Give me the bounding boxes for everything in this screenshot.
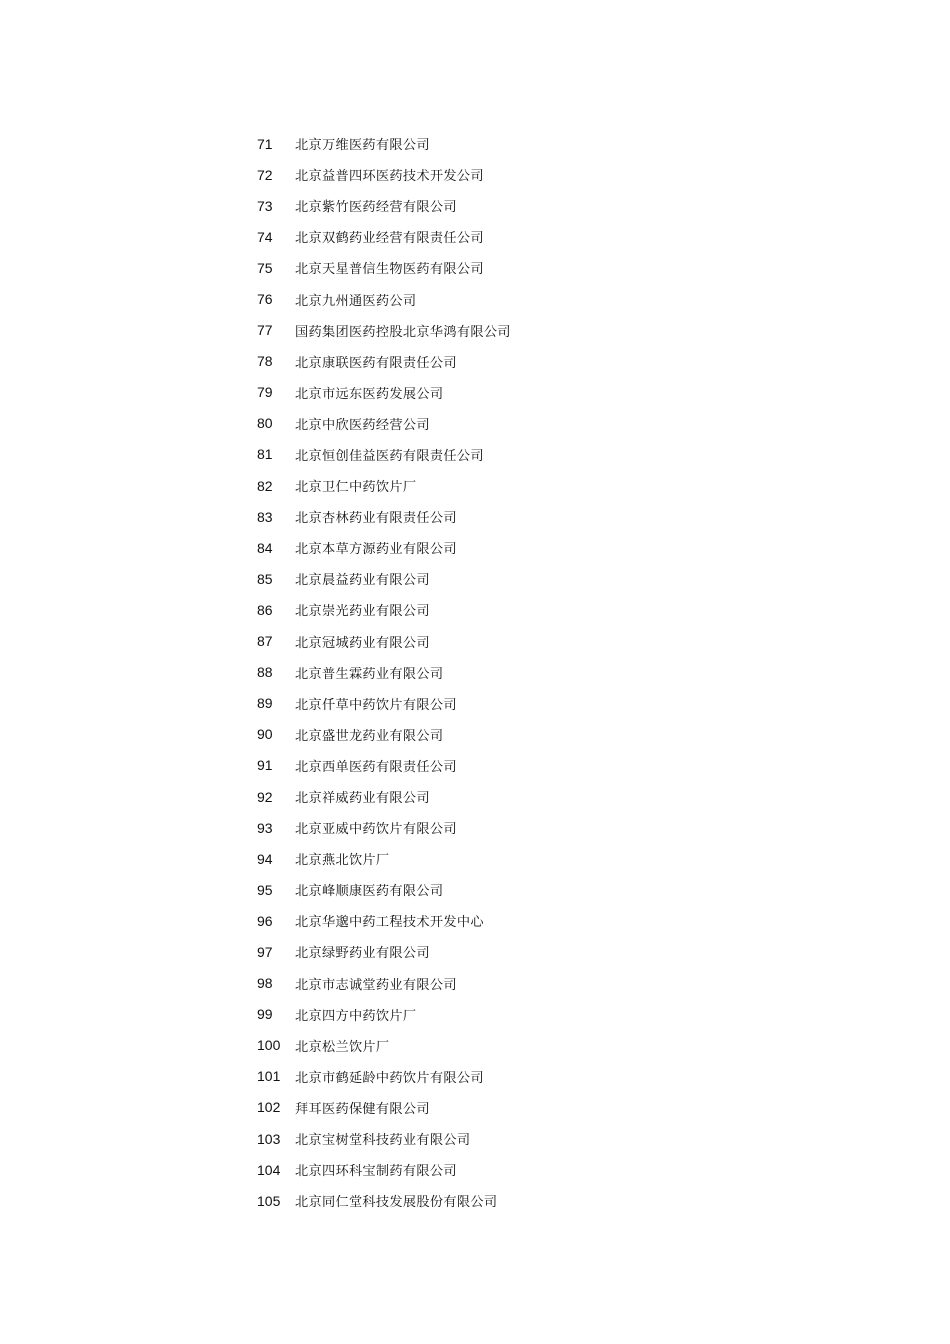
list-item xyxy=(257,781,857,812)
list-item xyxy=(257,688,857,719)
item-number: 96 xyxy=(257,912,273,929)
item-number: 102 xyxy=(257,1099,281,1116)
item-number: 90 xyxy=(257,726,273,743)
company-name: 拜耳医药保健有限公司 xyxy=(295,1101,430,1117)
company-name: 北京祥威药业有限公司 xyxy=(295,791,430,807)
item-number: 95 xyxy=(257,881,273,898)
company-name: 北京普生霖药业有限公司 xyxy=(295,666,444,682)
company-name: 北京盛世龙药业有限公司 xyxy=(295,728,444,744)
list-item xyxy=(257,532,857,563)
list-item xyxy=(257,594,857,625)
list-item xyxy=(257,1123,857,1154)
company-name: 北京市志诚堂药业有限公司 xyxy=(295,977,457,993)
item-number: 77 xyxy=(257,322,273,339)
list-item xyxy=(257,1061,857,1092)
company-name: 北京九州通医药公司 xyxy=(295,293,417,309)
item-number: 81 xyxy=(257,446,273,463)
company-name: 北京紫竹医药经营有限公司 xyxy=(295,200,457,216)
item-number: 101 xyxy=(257,1068,281,1085)
list-item xyxy=(257,252,857,283)
company-name: 北京西单医药有限责任公司 xyxy=(295,759,457,775)
company-name: 北京市远东医药发展公司 xyxy=(295,386,444,402)
list-item xyxy=(257,1030,857,1061)
item-number: 88 xyxy=(257,664,273,681)
list-item xyxy=(257,626,857,657)
item-number: 71 xyxy=(257,135,273,152)
list-item xyxy=(257,377,857,408)
item-number: 92 xyxy=(257,788,273,805)
item-number: 99 xyxy=(257,1006,273,1023)
list-item xyxy=(257,315,857,346)
item-number: 89 xyxy=(257,695,273,712)
company-name: 北京杏林药业有限责任公司 xyxy=(295,511,457,527)
company-name: 北京市鹤延龄中药饮片有限公司 xyxy=(295,1070,484,1086)
list-item xyxy=(257,968,857,999)
company-name: 北京万维医药有限公司 xyxy=(295,138,430,154)
list-item xyxy=(257,563,857,594)
item-number: 94 xyxy=(257,850,273,867)
item-number: 104 xyxy=(257,1161,281,1178)
company-name: 北京仟草中药饮片有限公司 xyxy=(295,697,457,713)
company-name: 国药集团医药控股北京华鸿有限公司 xyxy=(295,324,511,340)
item-number: 97 xyxy=(257,943,273,960)
company-name: 北京亚威中药饮片有限公司 xyxy=(295,822,457,838)
item-number: 79 xyxy=(257,384,273,401)
list-item xyxy=(257,501,857,532)
list-item xyxy=(257,719,857,750)
list-item xyxy=(257,812,857,843)
list-item xyxy=(257,128,857,159)
company-name: 北京同仁堂科技发展股份有限公司 xyxy=(295,1195,498,1211)
company-name: 北京天星普信生物医药有限公司 xyxy=(295,262,484,278)
company-name: 北京华邈中药工程技术开发中心 xyxy=(295,915,484,931)
item-number: 82 xyxy=(257,477,273,494)
list-item xyxy=(257,999,857,1030)
list-item xyxy=(257,439,857,470)
item-number: 78 xyxy=(257,353,273,370)
item-number: 73 xyxy=(257,197,273,214)
company-name: 北京本草方源药业有限公司 xyxy=(295,542,457,558)
company-name: 北京崇光药业有限公司 xyxy=(295,604,430,620)
company-name: 北京康联医药有限责任公司 xyxy=(295,355,457,371)
company-name: 北京四方中药饮片厂 xyxy=(295,1008,417,1024)
list-item xyxy=(257,936,857,967)
list-item xyxy=(257,750,857,781)
company-name: 北京绿野药业有限公司 xyxy=(295,946,430,962)
company-name: 北京四环科宝制药有限公司 xyxy=(295,1164,457,1180)
item-number: 85 xyxy=(257,570,273,587)
list-item xyxy=(257,1154,857,1185)
company-list xyxy=(257,128,857,1216)
item-number: 86 xyxy=(257,601,273,618)
company-name: 北京峰顺康医药有限公司 xyxy=(295,884,444,900)
company-name: 北京冠城药业有限公司 xyxy=(295,635,430,651)
company-name: 北京晨益药业有限公司 xyxy=(295,573,430,589)
list-item xyxy=(257,1092,857,1123)
item-number: 93 xyxy=(257,819,273,836)
item-number: 83 xyxy=(257,508,273,525)
company-name: 北京宝树堂科技药业有限公司 xyxy=(295,1133,471,1149)
company-name: 北京双鹤药业经营有限责任公司 xyxy=(295,231,484,247)
list-item xyxy=(257,159,857,190)
company-name: 北京恒创佳益医药有限责任公司 xyxy=(295,448,484,464)
item-number: 91 xyxy=(257,757,273,774)
item-number: 100 xyxy=(257,1037,281,1054)
item-number: 72 xyxy=(257,166,273,183)
item-number: 80 xyxy=(257,415,273,432)
company-name: 北京中欣医药经营公司 xyxy=(295,417,430,433)
list-item xyxy=(257,1185,857,1216)
company-name: 北京松兰饮片厂 xyxy=(295,1039,390,1055)
list-item xyxy=(257,408,857,439)
item-number: 75 xyxy=(257,259,273,276)
company-name: 北京益普四环医药技术开发公司 xyxy=(295,169,484,185)
company-name: 北京卫仁中药饮片厂 xyxy=(295,480,417,496)
list-item xyxy=(257,470,857,501)
list-item xyxy=(257,283,857,314)
list-item xyxy=(257,905,857,936)
list-item xyxy=(257,874,857,905)
item-number: 76 xyxy=(257,291,273,308)
item-number: 74 xyxy=(257,228,273,245)
item-number: 103 xyxy=(257,1130,281,1147)
list-item xyxy=(257,221,857,252)
item-number: 87 xyxy=(257,633,273,650)
list-item xyxy=(257,190,857,221)
list-item xyxy=(257,346,857,377)
list-item xyxy=(257,657,857,688)
list-item xyxy=(257,843,857,874)
item-number: 105 xyxy=(257,1192,281,1209)
item-number: 98 xyxy=(257,975,273,992)
item-number: 84 xyxy=(257,539,273,556)
company-name: 北京燕北饮片厂 xyxy=(295,853,390,869)
